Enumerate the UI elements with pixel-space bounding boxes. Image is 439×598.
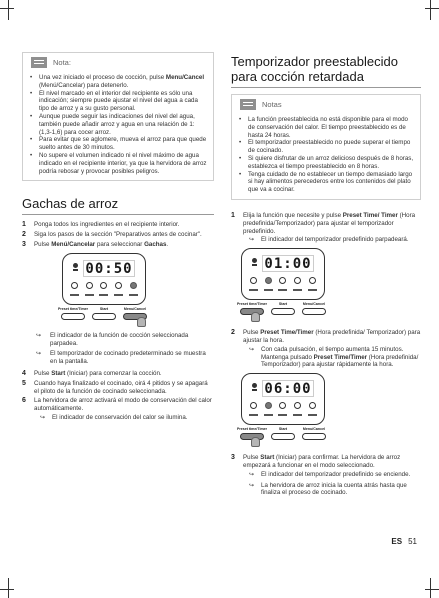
step-item: 5 Cuando haya finalizado el cocinado, oirá 4 pitidos y se apagará el piloto de la función de cocinado seleccionada. bbox=[22, 379, 208, 395]
function-icon bbox=[86, 282, 93, 289]
function-icons bbox=[246, 402, 320, 412]
start-button bbox=[92, 313, 116, 320]
note-item: • Una vez iniciado el proceso de cocción, pulse Menu/Cancel (Menú/Cancelar) para detenerlo. bbox=[29, 74, 207, 90]
note-item: • Si quiere disfrutar de un arroz delicioso después de 8 horas, establezca el tiempo preestablecido en 8 horas. bbox=[238, 155, 414, 171]
page-number: 51 bbox=[408, 537, 417, 546]
note-box bbox=[22, 52, 214, 181]
note-item: • Aunque puede seguir las indicaciones del nivel del agua, también puede añadir arroz y agua en una relación de 1:(1,3-1,6) para cocer arroz. bbox=[29, 113, 207, 136]
step-item: 4 Pulse Start (Iniciar) para comenzar la cocción. bbox=[22, 369, 162, 377]
step-item: 3 Pulse Menú/Cancelar para seleccionar Gachas. bbox=[22, 240, 169, 248]
menu-cancel-label: Menu/Cancel bbox=[123, 306, 147, 311]
steps-list-continued bbox=[22, 370, 214, 422]
control-panel-illustration bbox=[241, 373, 325, 425]
panel-buttons bbox=[237, 427, 329, 440]
step-item: 6 La hervidora de arroz activará el modo de conservación del calor automáticamente. ↪ El indicador de conservación del calor se ilumina. bbox=[22, 397, 214, 421]
right-column bbox=[231, 54, 421, 499]
function-icon bbox=[309, 277, 316, 284]
section-title: Temporizador preestablecido para cocción retardada bbox=[231, 54, 398, 84]
section-rule bbox=[231, 87, 421, 88]
function-icon bbox=[279, 402, 286, 409]
note-item: • El nivel marcado en el interior del recipiente es sólo una indicación; siempre puede ajustar el nivel del agua a cada tipo de arroz y a su gusto personal. bbox=[29, 90, 207, 113]
indicator-icon bbox=[252, 264, 257, 266]
note-icon bbox=[240, 99, 256, 110]
note-list bbox=[23, 72, 213, 180]
note-item: • La función preestablecida no está disponible para el modo de conservación del calor. El tiempo preestablecido es de hasta 24 horas. bbox=[238, 116, 414, 139]
steps-list bbox=[231, 454, 421, 497]
notes-box bbox=[231, 94, 421, 200]
start-label: Start bbox=[278, 302, 288, 307]
menu-cancel-label: Menu/Cancel bbox=[302, 427, 326, 432]
note-icon bbox=[31, 57, 47, 68]
page-footer bbox=[391, 537, 417, 546]
function-icon bbox=[250, 402, 257, 409]
preset-timer-button bbox=[61, 313, 85, 320]
function-icon bbox=[279, 277, 286, 284]
step-item: 3 Pulse Start (Iniciar) para confirmar. La hervidora de arroz empezará a funcionar en el modo seleccionado. ↪ El indicador del temporizador predefinido se enciende. ↪ La hervidora de arroz inicia la cuenta atrás hasta que finaliza el proceso de cocinado. bbox=[231, 454, 421, 497]
start-button bbox=[271, 308, 295, 315]
step-item: 1 Elija la función que necesite y pulse Preset Time/ Timer (Hora predefinida/Temporizador) para ajustar el temporizador predefinido. ↪ El indicador del temporizador predefinido parpadeará. bbox=[231, 212, 421, 244]
crop-mark bbox=[8, 0, 9, 20]
finger-icon bbox=[251, 437, 260, 447]
note-item: • El temporizador preestablecido no puede superar el tiempo de cocinado. bbox=[238, 139, 414, 155]
step-sub-item: ↪ El indicador de conservación del calor se ilumina. bbox=[40, 413, 188, 421]
menu-cancel-button bbox=[302, 433, 326, 440]
note-item: • No supere el volumen indicado ni el nivel máximo de agua indicado en el recipiente interior, ya que la hervidora de arroz podría rebosar y provocar posibles peligros. bbox=[29, 152, 207, 175]
function-icon bbox=[100, 282, 107, 289]
function-icon-highlighted bbox=[265, 277, 272, 284]
step-item: 2 Siga los pasos de la sección "Preparativos antes de cocinar". bbox=[22, 231, 202, 239]
lcd-display: 00:50 bbox=[83, 260, 135, 277]
note-item: • Para evitar que se aglomere, mueva el arroz para que quede suelto antes de 30 minutos. bbox=[29, 136, 207, 152]
menu-cancel-label: Menu/Cancel bbox=[302, 302, 326, 307]
note-header bbox=[23, 53, 213, 72]
function-icon bbox=[115, 282, 122, 289]
note-item: • Tenga cuidado de no establecer un tiempo demasiado largo si hay alimentos perecederos entre los contenidos del plato que va a cocinar. bbox=[238, 171, 414, 194]
panel-buttons bbox=[58, 307, 150, 320]
function-icon-highlighted bbox=[265, 402, 272, 409]
crop-mark bbox=[425, 589, 439, 590]
function-icon-highlighted bbox=[130, 282, 137, 289]
control-panel-illustration bbox=[62, 253, 146, 305]
crop-mark bbox=[0, 589, 14, 590]
preset-timer-label: Preset time/Timer bbox=[236, 302, 268, 307]
function-icon bbox=[309, 402, 316, 409]
menu-cancel-button bbox=[302, 308, 326, 315]
function-labels bbox=[246, 414, 320, 416]
indicator-icon bbox=[252, 258, 257, 263]
crop-mark bbox=[0, 8, 14, 9]
finger-icon bbox=[137, 317, 146, 327]
indicator-icon bbox=[73, 269, 78, 271]
function-icons bbox=[67, 282, 141, 292]
panel-buttons bbox=[237, 302, 329, 315]
indicator-icon bbox=[252, 383, 257, 388]
step-sub-item: ↪ El indicador del temporizador predefinido parpadeará. bbox=[249, 236, 409, 244]
indicator-icon bbox=[73, 263, 78, 268]
steps-list bbox=[231, 329, 421, 369]
preset-timer-label: Preset time/Timer bbox=[236, 427, 268, 432]
notes-list bbox=[232, 114, 420, 199]
note-label: Nota: bbox=[53, 58, 71, 67]
indicator-icon bbox=[252, 389, 257, 391]
steps-list bbox=[22, 221, 214, 248]
crop-mark bbox=[425, 8, 439, 9]
section-rule bbox=[22, 214, 214, 215]
steps-list bbox=[231, 212, 421, 244]
step-sub-item: ↪ El indicador del temporizador predefinido se enciende. bbox=[249, 470, 411, 478]
step-sub-item: ↪ La hervidora de arroz inicia la cuenta atrás hasta que finaliza el proceso de cocinado. bbox=[249, 481, 407, 497]
start-button bbox=[271, 433, 295, 440]
function-labels bbox=[246, 289, 320, 291]
control-panel-illustration bbox=[241, 248, 325, 300]
notes-header bbox=[232, 95, 420, 114]
lcd-display: 01:00 bbox=[262, 255, 314, 272]
left-column bbox=[22, 52, 214, 424]
start-label: Start bbox=[278, 427, 288, 432]
function-labels bbox=[67, 294, 141, 296]
preset-timer-label: Preset time/Timer bbox=[57, 306, 89, 311]
crop-mark bbox=[430, 578, 431, 598]
step-sub-item: ↪ El temporizador de cocinado predeterminado se muestra en la pantalla. bbox=[36, 350, 206, 366]
step-sub-item: ↪ El indicador de la función de cocción seleccionada parpadea. bbox=[36, 331, 189, 347]
notes-label: Notas bbox=[262, 100, 282, 109]
finger-icon bbox=[251, 312, 260, 322]
crop-mark bbox=[8, 578, 9, 598]
start-label: Start bbox=[99, 306, 109, 311]
function-icon bbox=[294, 402, 301, 409]
step-item: 1 Ponga todos los ingredientes en el recipiente interior. bbox=[22, 221, 180, 229]
function-icon bbox=[294, 277, 301, 284]
function-icon bbox=[250, 277, 257, 284]
crop-mark bbox=[430, 0, 431, 20]
function-icons bbox=[246, 277, 320, 287]
step-sub-item: ↪ Con cada pulsación, el tiempo aumenta 15 minutos. Mantenga pulsado Preset Time/Timer (Hora predefinida/ Temporizador) para ajustar rápidamente la hora. bbox=[249, 345, 419, 369]
section-title: Gachas de arroz bbox=[22, 196, 119, 212]
function-icon bbox=[71, 282, 78, 289]
step-item: 2 Pulse Preset Time/Timer (Hora predefinida/ Temporizador) para ajustar la hora. ↪ Con cada pulsación, el tiempo aumenta 15 minutos. Mantenga pulsado Preset Time/Timer (Hora predefinida/ Temporizador) para ajustar rápidamente la hora. bbox=[231, 329, 421, 369]
language-code: ES bbox=[391, 537, 403, 546]
lcd-display: 06:00 bbox=[262, 380, 314, 397]
